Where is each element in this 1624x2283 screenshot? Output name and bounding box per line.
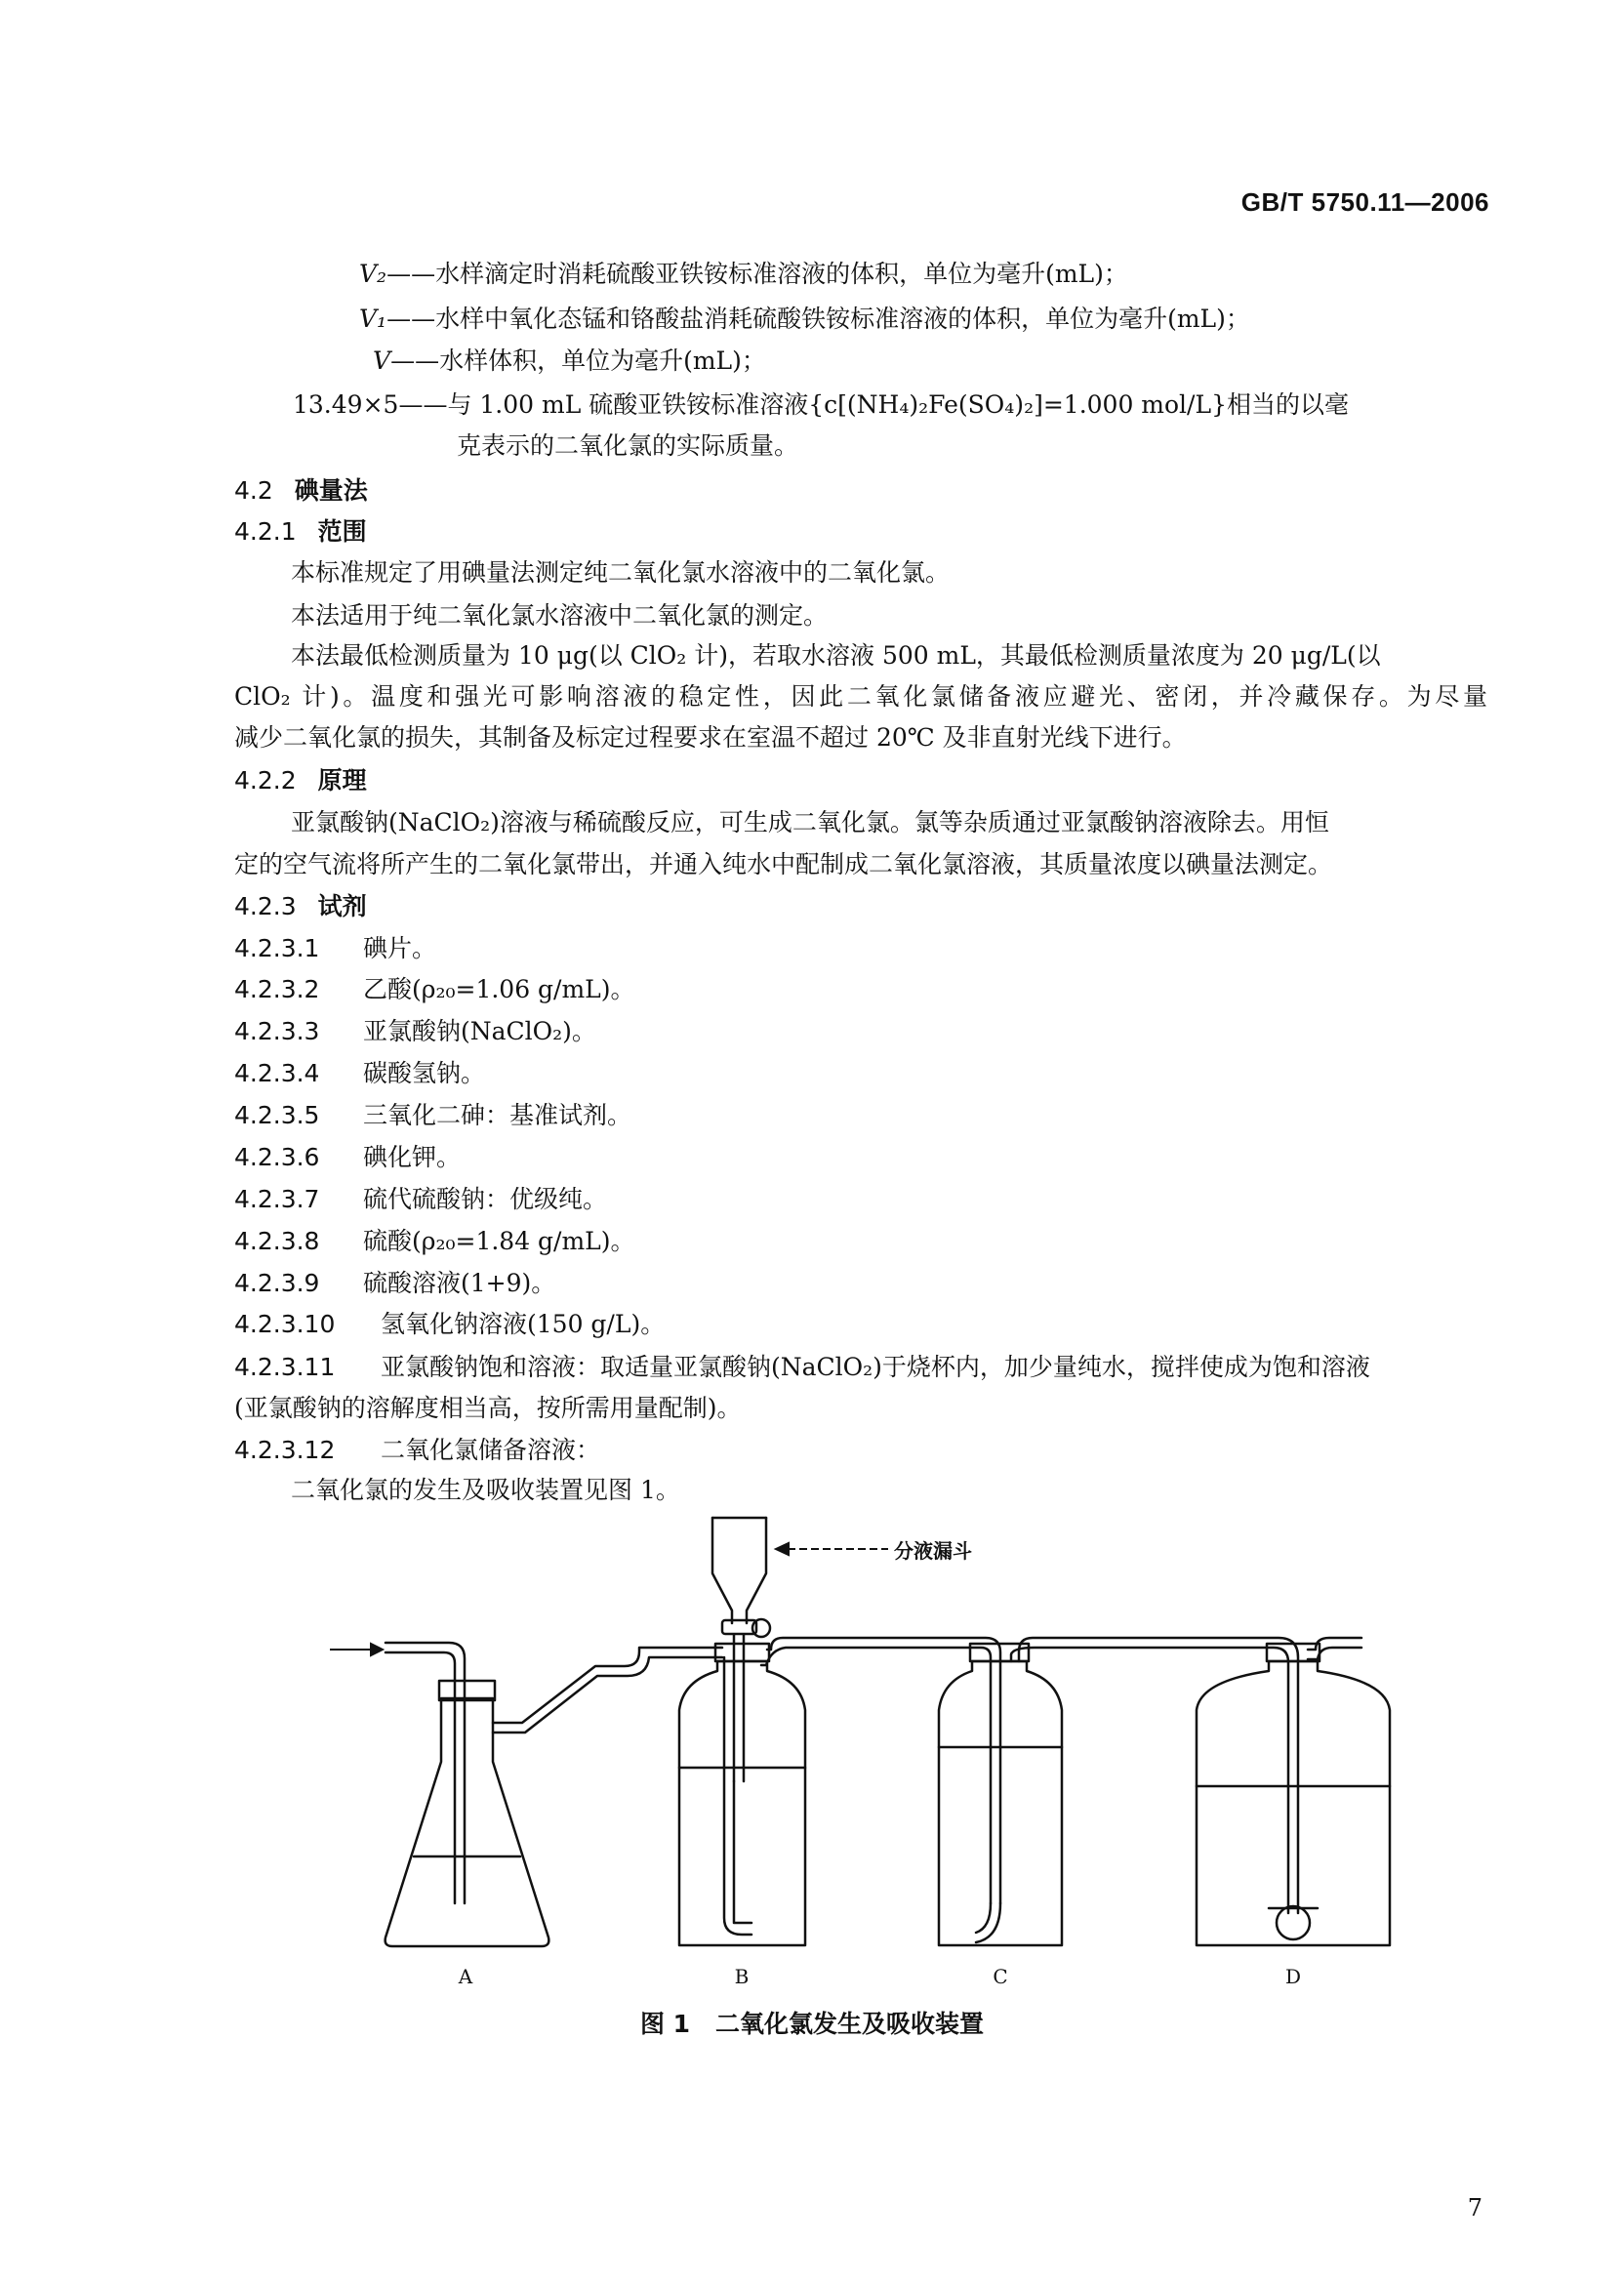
reagent-text: 硫代硫酸钠：优级纯。: [363, 1185, 608, 1213]
figure-caption-title: 二氧化氯发生及吸收装置: [715, 2010, 985, 2038]
bottle-d: [1197, 1661, 1390, 1945]
definition-dash: ——: [398, 390, 448, 419]
reagent-number: 4.2.3.4: [234, 1059, 320, 1087]
flask-a: [386, 1698, 549, 1946]
reagent-number: 4.2.3.2: [234, 975, 320, 1003]
section-title: 原理: [317, 766, 367, 795]
reagent-text: 硫酸溶液(1+9)。: [363, 1269, 556, 1297]
reagent-text: 碘化钾。: [363, 1143, 462, 1171]
figure-intro: 二氧化氯的发生及吸收装置见图 1。: [291, 1476, 680, 1504]
reagent-text: 二氧化氯储备溶液：: [381, 1436, 601, 1464]
bottle-d-exhaust: [1308, 1638, 1361, 1659]
definition-dash: ——: [386, 260, 436, 288]
tube-a-to-b: [493, 1648, 722, 1723]
definition-symbol: V₂: [359, 260, 387, 288]
reagent-number: 4.2.3.11: [234, 1353, 336, 1381]
bottle-b: [679, 1661, 805, 1945]
reagent-number: 4.2.3.12: [234, 1436, 336, 1464]
reagent-text: 亚氯酸钠(NaClO₂)。: [363, 1017, 596, 1045]
definition-text: 与 1.00 mL 硫酸亚铁铵标准溶液{c[(NH₄)₂Fe(SO₄)₂]=1.000 mol/L}相当的以毫: [447, 390, 1349, 419]
definition-text: 水样中氧化态锰和铬酸盐消耗硫酸铁铵标准溶液的体积，单位为毫升(mL)；: [435, 305, 1250, 333]
definition-dash: ——: [386, 305, 436, 333]
section-title: 碘量法: [294, 476, 368, 505]
funnel-stopcock-knob: [752, 1619, 770, 1637]
reagent-text: 硫酸(ρ₂₀=1.84 g/mL)。: [363, 1227, 635, 1255]
paragraph-line: 本法最低检测质量为 10 μg(以 ClO₂ 计)，若取水溶液 500 mL，其最低检测质量浓度为 20 μg/L(以: [291, 641, 1381, 670]
definition-symbol: V₁: [359, 305, 387, 333]
reagent-continuation: (亚氯酸钠的溶解度相当高，按所需用量配制)。: [234, 1394, 742, 1422]
bottle-label-d: D: [1284, 1965, 1302, 1988]
reagent-number: 4.2.3.6: [234, 1143, 320, 1171]
reagent-number: 4.2.3.7: [234, 1185, 320, 1213]
bottle-label-b: B: [734, 1965, 750, 1988]
page-number: 7: [1467, 2194, 1482, 2222]
figure-caption-number: 图 1: [639, 2010, 691, 2038]
definition-dash: ——: [390, 347, 440, 375]
bottle-d-bulb: [1277, 1906, 1310, 1939]
reagent-number: 4.2.3.3: [234, 1017, 320, 1045]
funnel-stopcock: [722, 1620, 756, 1634]
section-number: 4.2.2: [234, 766, 297, 795]
bottle-label-c: C: [993, 1965, 1008, 1988]
reagent-text: 乙酸(ρ₂₀=1.06 g/mL)。: [363, 975, 635, 1003]
paragraph-line: 减少二氧化氯的损失，其制备及标定过程要求在室温不超过 20℃ 及非直射光线下进行。: [234, 723, 1187, 752]
reagent-text: 三氧化二砷：基准试剂。: [363, 1101, 632, 1129]
reagent-number: 4.2.3.5: [234, 1101, 320, 1129]
reagent-text: 亚氯酸钠饱和溶液：取适量亚氯酸钠(NaClO₂)于烧杯内，加少量纯水，搅拌使成为饱和溶液: [381, 1353, 1370, 1381]
bottle-b-dip-tube: [724, 1657, 751, 1935]
paragraph-line: 亚氯酸钠(NaClO₂)溶液与稀硫酸反应，可生成二氧化氯。氯等杂质通过亚氯酸钠溶液除去。用恒: [291, 808, 1329, 836]
reagent-number: 4.2.3.8: [234, 1227, 320, 1255]
definition-text: 水样体积，单位为毫升(mL)；: [439, 347, 766, 375]
reagent-number: 4.2.3.1: [234, 934, 320, 962]
definition-symbol: V: [373, 347, 391, 375]
reagent-text: 碳酸氢钠。: [363, 1059, 486, 1087]
section-number: 4.2.3: [234, 892, 297, 920]
paragraph: 本法适用于纯二氧化氯水溶液中二氧化氯的测定。: [291, 601, 829, 630]
definition-symbol: 13.49×5: [293, 390, 399, 419]
definition-text: 水样滴定时消耗硫酸亚铁铵标准溶液的体积，单位为毫升(mL)；: [435, 260, 1128, 288]
section-title: 试剂: [317, 892, 367, 920]
section-title: 范围: [317, 517, 367, 546]
figure-caption: [0, 2005, 1624, 2040]
definition-factor-continuation: 克表示的二氧化氯的实际质量。: [457, 431, 799, 460]
separatory-funnel: [712, 1518, 766, 1623]
bottle-label-a: A: [458, 1965, 473, 1988]
section-number: 4.2: [234, 476, 273, 505]
paragraph-line: ClO₂ 计)。温度和强光可影响溶液的稳定性，因此二氧化氯储备液应避光、密闭，并冷藏保存。为尽量: [234, 682, 1487, 711]
reagent-text: 氢氧化钠溶液(150 g/L)。: [381, 1310, 666, 1338]
funnel-label: 分液漏斗: [894, 1539, 972, 1563]
section-number: 4.2.1: [234, 517, 297, 546]
paragraph-line: 定的空气流将所产生的二氧化氯带出，并通入纯水中配制成二氧化氯溶液，其质量浓度以碘量法测定。: [234, 850, 1333, 878]
reagent-text: 碘片。: [363, 934, 437, 962]
reagent-number: 4.2.3.10: [234, 1310, 336, 1338]
paragraph: 本标准规定了用碘量法测定纯二氧化氯水溶液中的二氧化氯。: [291, 558, 951, 587]
standard-code: GB/T 5750.11—2006: [1240, 187, 1489, 217]
tube-b-to-c: [767, 1638, 1000, 1903]
reagent-number: 4.2.3.9: [234, 1269, 320, 1297]
